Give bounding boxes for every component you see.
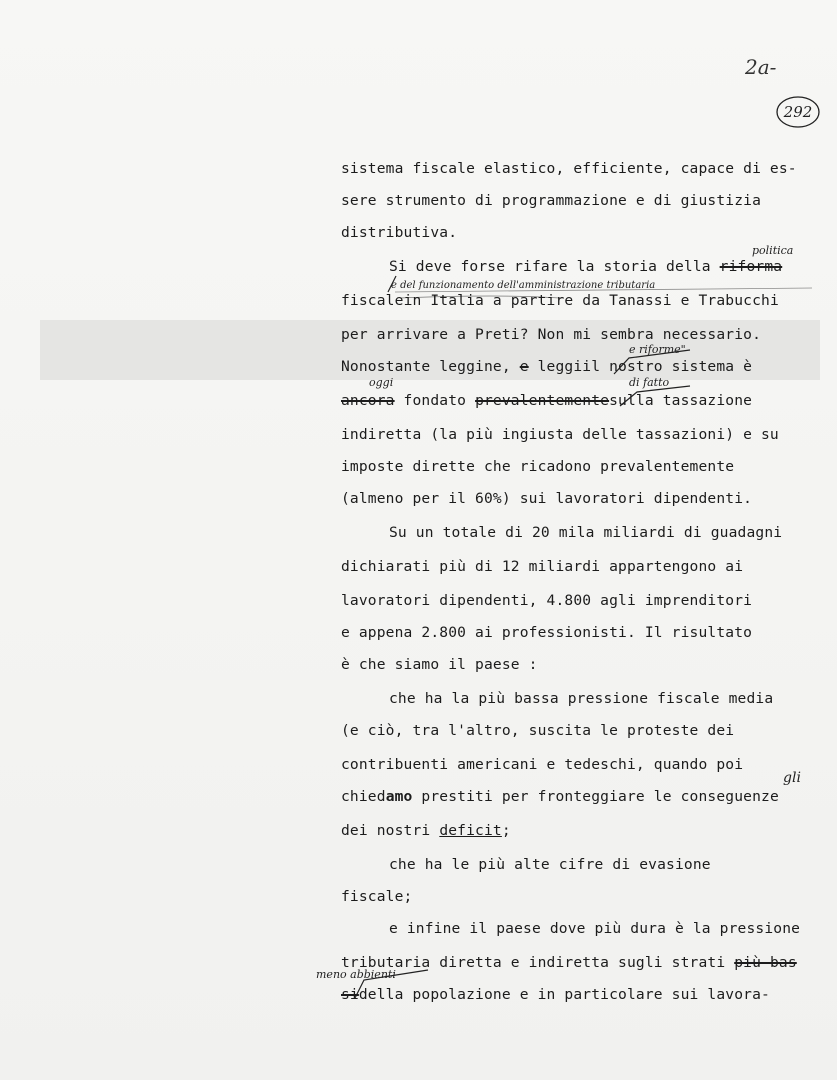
- text-line: Nonostante leggine, e leggiil nostro sistema è: [341, 358, 753, 375]
- corner-handwritten-mark: 2a-: [745, 55, 777, 79]
- struck-word: prevalentemente: [475, 392, 610, 409]
- text-line: indiretta (la più ingiusta delle tassazioni) e su: [341, 426, 779, 443]
- annotation-di-fatto: di fatto: [629, 376, 670, 389]
- text-span: chied: [341, 788, 386, 805]
- text-line: è che siamo il paese :: [341, 656, 538, 673]
- text-line: [341, 292, 779, 310]
- text-line: lavoratori dipendenti, 4.800 agli imprenditori: [341, 592, 753, 609]
- text-line: dichiarati più di 12 miliardi appartengono ai: [341, 558, 744, 575]
- text-line: e infine il paese dove più dura è la pressione: [389, 920, 801, 937]
- annotation-politica: politica: [752, 244, 794, 257]
- annotation-gli: gli: [783, 770, 801, 786]
- text-line: per arrivare a Preti? Non mi sembra necessario.: [341, 326, 762, 343]
- text-line: contribuenti americani e tedeschi, quando poi: [341, 756, 744, 773]
- text-line: [341, 986, 770, 1004]
- text-line: Su un totale di 20 mila miliardi di guadagni: [389, 524, 783, 541]
- text-line: fiscale;: [341, 888, 413, 905]
- page-number: 292: [783, 103, 813, 121]
- text-span: tributaria diretta e indiretta sugli strati: [341, 954, 735, 971]
- underlined-word: deficit: [439, 822, 502, 839]
- text-line: che ha la più bassa pressione fiscale media: [389, 690, 774, 707]
- annotation-riforme: e riforme": [629, 343, 686, 356]
- text-line: [341, 822, 511, 840]
- text-span: dei nostri: [341, 822, 440, 839]
- annotation-oggi: oggi: [369, 376, 394, 389]
- text-line: [341, 392, 752, 410]
- text-line: [341, 954, 797, 972]
- text-line: (almeno per il 60%) sui lavoratori dipendenti.: [341, 490, 753, 507]
- text-span: prestiti per fronteggiare le conseguenze: [412, 788, 779, 805]
- text-span: leggi: [528, 358, 583, 375]
- text-line: sere strumento di programmazione e di giustizia: [341, 192, 762, 209]
- struck-word: e: [519, 358, 529, 375]
- annotation-meno-abbienti: meno abbienti: [316, 968, 396, 981]
- text-line: [341, 788, 779, 806]
- text-span: Nonostante leggine: [341, 358, 502, 375]
- text-span: fondato: [394, 392, 476, 409]
- text-line: che ha le più alte cifre di evasione: [389, 856, 711, 873]
- text-span: fiscale: [341, 292, 404, 309]
- text-span: della popolazione e in particolare sui lavora-: [358, 986, 770, 1003]
- text-span: Si deve forse rifare la storia della: [389, 258, 720, 275]
- struck-word: ancora: [341, 392, 395, 409]
- text-line: imposte dirette che ricadono prevalentemente: [341, 458, 735, 475]
- text-span: il nostro sistema è: [582, 358, 753, 375]
- text-line: e appena 2.800 ai professionisti. Il risultato: [341, 624, 753, 641]
- text-line: (e ciò, tra l'altro, suscita le proteste dei: [341, 722, 735, 739]
- text-span: in Italia a partire da Tanassi e Trabucchi: [403, 292, 779, 309]
- struck-word: riforma: [719, 258, 783, 275]
- struck-word: più bas: [734, 954, 797, 971]
- text-line: distributiva.: [341, 224, 458, 241]
- text-span: sulla tassazione: [609, 392, 753, 409]
- overwritten-word: amo: [385, 788, 413, 805]
- text-line: sistema fiscale elastico, efficiente, capace di es-: [341, 160, 797, 177]
- text-line: [389, 258, 782, 276]
- struck-word: si: [341, 986, 359, 1003]
- page-number-stamp: [775, 95, 821, 129]
- annotation-funzionamento: e del funzionamento dell'amministrazione tributaria: [391, 280, 656, 291]
- text-span: ;: [501, 822, 511, 839]
